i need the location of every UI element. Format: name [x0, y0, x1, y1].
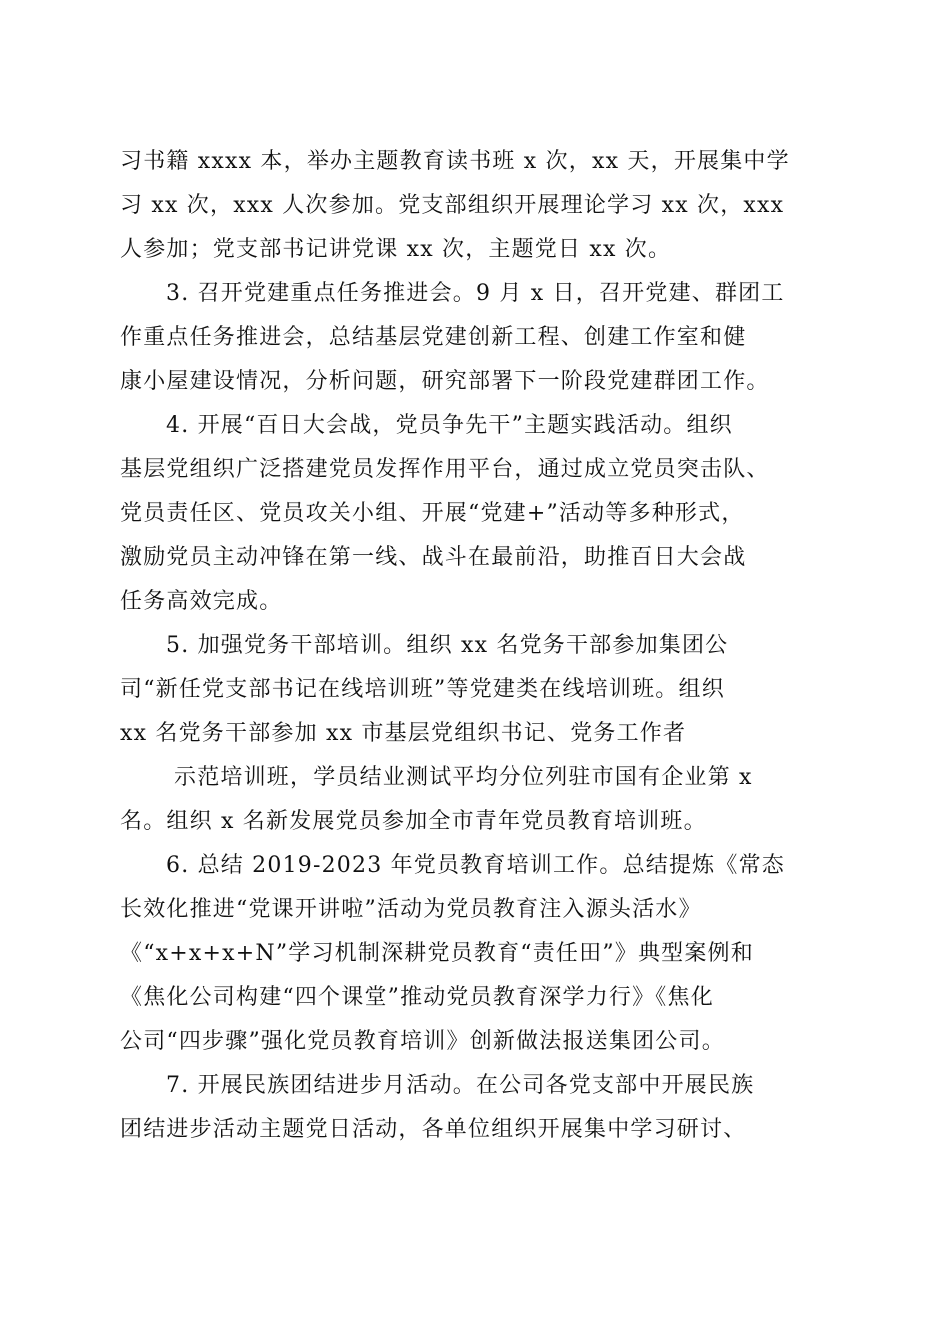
text-line: 名。组织 x 名新发展党员参加全市青年党员教育培训班。: [120, 809, 707, 834]
text-line: 4. 开展“百日大会战，党员争先干”主题实践活动。组织: [166, 413, 733, 438]
paragraph-item-5: [120, 624, 830, 756]
text-line: 《焦化公司构建“四个课堂”推动党员教育深学力行》《焦化: [120, 985, 714, 1010]
text-line: 示范培训班，学员结业测试平均分位列驻市国有企业第 x: [174, 765, 753, 790]
text-line: 3. 召开党建重点任务推进会。9 月 x 日，召开党建、群团工: [166, 281, 785, 306]
paragraph-item-7: [120, 1064, 830, 1152]
text-line: 基层党组织广泛搭建党员发挥作用平台，通过成立党员突击队、: [120, 457, 770, 482]
text-line: 长效化推进“党课开讲啦”活动为党员教育注入源头活水》: [120, 897, 702, 922]
paragraph-item-5-continued: [120, 756, 830, 844]
text-line: 作重点任务推进会，总结基层党建创新工程、创建工作室和健: [120, 325, 747, 350]
text-line: 党员责任区、党员攻关小组、开展“党建+”活动等多种形式，: [120, 501, 745, 526]
paragraph-continued: [120, 140, 830, 272]
text-line: 5. 加强党务干部培训。组织 xx 名党务干部参加集团公: [166, 633, 729, 658]
text-line: 6. 总结 2019-2023 年党员教育培训工作。总结提炼《常态: [166, 853, 785, 878]
text-line: 习书籍 xxxx 本，举办主题教育读书班 x 次，xx 天，开展集中学: [120, 149, 790, 174]
paragraph-item-3: [120, 272, 830, 404]
text-line: 7. 开展民族团结进步月活动。在公司各党支部中开展民族: [166, 1073, 755, 1098]
document-body: [120, 140, 830, 1152]
paragraph-item-4: [120, 404, 830, 624]
text-line: 司“新任党支部书记在线培训班”等党建类在线培训班。组织: [120, 677, 725, 702]
paragraph-item-6: [120, 844, 830, 1064]
text-line: 激励党员主动冲锋在第一线、战斗在最前沿，助推百日大会战: [120, 545, 747, 570]
text-line: xx 名党务干部参加 xx 市基层党组织书记、党务工作者: [120, 721, 687, 746]
text-line: 习 xx 次，xxx 人次参加。党支部组织开展理论学习 xx 次，xxx: [120, 193, 785, 218]
text-line: 《“x+x+x+N”学习机制深耕党员教育“责任田”》典型案例和: [120, 941, 754, 966]
text-line: 人参加；党支部书记讲党课 xx 次，主题党日 xx 次。: [120, 237, 672, 262]
text-line: 团结进步活动主题党日活动，各单位组织开展集中学习研讨、: [120, 1117, 747, 1142]
text-line: 任务高效完成。: [120, 589, 283, 614]
text-line: 康小屋建设情况，分析问题，研究部署下一阶段党建群团工作。: [120, 369, 770, 394]
text-line: 公司“四步骤”强化党员教育培训》创新做法报送集团公司。: [120, 1029, 725, 1054]
